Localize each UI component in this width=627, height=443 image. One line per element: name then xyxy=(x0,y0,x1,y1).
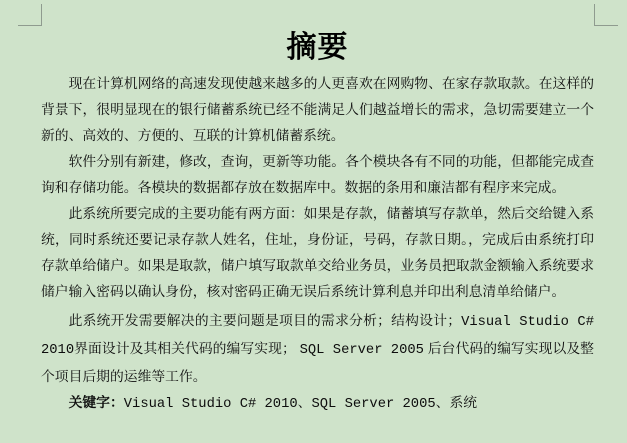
document-content xyxy=(41,25,594,418)
text-boundary-mark-top-left xyxy=(18,4,42,26)
keyword-latin-segment: Visual Studio C# 2010 xyxy=(123,397,298,412)
keyword-separator: 、 xyxy=(435,395,450,410)
keyword-separator: 、 xyxy=(297,395,312,410)
text-boundary-mark-top-right xyxy=(594,4,618,26)
keywords-label: 关键字： xyxy=(68,395,124,410)
abstract-paragraph-4 xyxy=(41,308,594,390)
paragraph-latin-segment: SQL Server 2005 xyxy=(299,343,424,358)
abstract-paragraph-1: 现在计算机网络的高速发现使越来越多的人更喜欢在网购物、在家存款取款。在这样的背景下，很明显现在的银行储蓄系统已经不能满足人们越益增长的需求，急切需要建立一个新的、高效的、方便的、互联的计算机储蓄系统。 xyxy=(41,76,594,143)
paragraph-text-segment: 界面设计及其相关代码的编写实现； xyxy=(74,341,300,356)
abstract-paragraph-2: 软件分别有新建，修改，查询，更新等功能。各个模块各有不同的功能，但都能完成查询和存储功能。各模块的数据都存放在数据库中。数据的条用和廉洁都有程序来完成。 xyxy=(41,154,594,195)
document-title: 摘要 xyxy=(286,31,349,64)
keywords-line xyxy=(41,390,594,418)
paragraph-text-segment: 此系统开发需要解决的主要问题是项目的需求分析；结构设计； xyxy=(68,313,462,328)
abstract-paragraph-3: 此系统所要完成的主要功能有两方面：如果是存款，储蓄填写存款单，然后交给键入系统，同时系统还要记录存款人姓名，住址，身份证，号码，存款日期。，完成后由系统打印存款单给储户。如果是取款，储户填写取款单交给业务员，业务员把取款金额输入系统要求储户输入密码以确认身份，核对密码正确无误后系统计算利息并印出利息清单给储户。 xyxy=(41,206,594,299)
keyword-text-segment: 系统 xyxy=(449,395,478,410)
paragraph-latin-segment: Visual Studio C# 2010 xyxy=(41,315,594,358)
paragraph-text-segment: 后台代码的编写实现以及整个项目后期的运维等工作。 xyxy=(41,341,594,384)
keyword-latin-segment: SQL Server 2005 xyxy=(311,397,436,412)
